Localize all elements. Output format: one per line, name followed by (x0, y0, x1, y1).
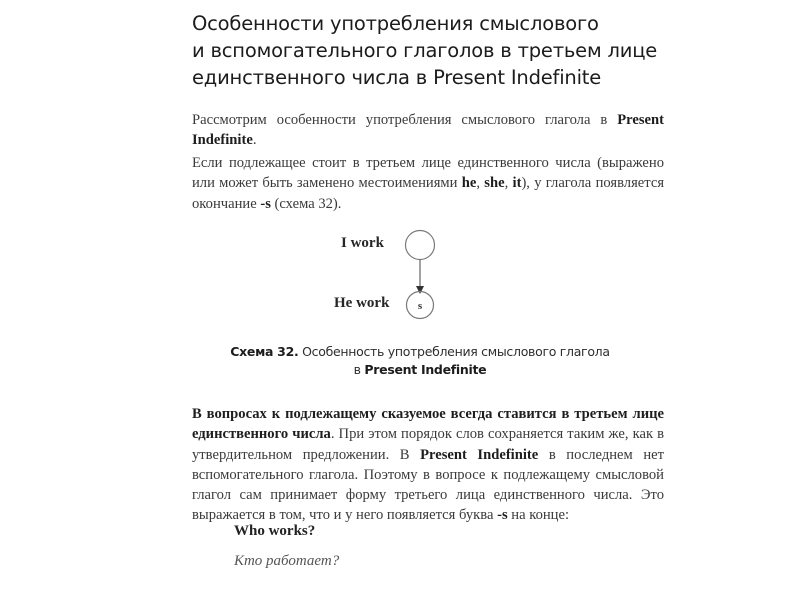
pronoun-he: he (461, 175, 477, 192)
scheme-diagram (300, 220, 500, 330)
text-run: , (504, 175, 513, 192)
diagram-label-he-work: He work (334, 295, 390, 311)
arrow-head-icon (416, 286, 424, 294)
diagram-graphic (300, 220, 500, 330)
section-heading (192, 10, 692, 91)
text-run: Если подлежащее стоит в третьем лице единственного числа (выражено или может быть заменено местоимениями (192, 155, 664, 192)
scheme-caption (220, 343, 620, 379)
text-run: на конце: (507, 507, 570, 524)
example-english: Who works? (234, 523, 316, 539)
text-run: в последнем нет вспомогательного глагола. Поэтому в вопросе к подлежащему смысловой глагол сам принимает форму третьего лица единственного числа. Это выражается в том, что и у него появляется буква (192, 446, 665, 524)
caption-label: Схема 32. (230, 344, 299, 359)
text-run: . При этом порядок слов сохраняется таким же, как в утвердительном предложении. В (192, 426, 664, 463)
heading-line-2: и вспомогательного глаголов в третьем лице (192, 39, 658, 62)
caption-term: Present Indefinite (364, 362, 487, 377)
pronoun-it: it (512, 175, 522, 192)
caption-text: в (353, 362, 365, 377)
rule-paragraph (192, 153, 664, 214)
bold-rule: В вопросах к подлежащему сказуемое всегда ставится в третьем лице единственного числа (192, 406, 664, 443)
text-run: , (476, 175, 485, 192)
heading-line-1: Особенности употребления смыслового (192, 12, 599, 35)
empty-ending-circle (406, 231, 435, 260)
pronoun-she: she (484, 175, 505, 192)
diagram-label-i-work: I work (341, 235, 384, 251)
caption-text: Особенность употребления смыслового глагола (298, 344, 610, 359)
question-paragraph (192, 404, 664, 526)
bold-term: Present Indefinite (420, 446, 539, 463)
example-translation: Кто работает? (234, 553, 340, 569)
text-run: ), у глагола появляется окончание (192, 175, 665, 212)
intro-paragraph (192, 110, 664, 151)
circle-s-text: s (417, 300, 423, 312)
bold-term: Present Indefinite (192, 112, 664, 149)
text-run: (схема 32). (270, 195, 342, 212)
heading-line-3: единственного числа в Present Indefinite (192, 66, 602, 89)
text-run: . (252, 132, 257, 149)
suffix-s: -s (260, 195, 271, 212)
text-run: Рассмотрим особенности употребления смыслового глагола в (192, 112, 618, 128)
suffix-s: -s (497, 507, 508, 524)
